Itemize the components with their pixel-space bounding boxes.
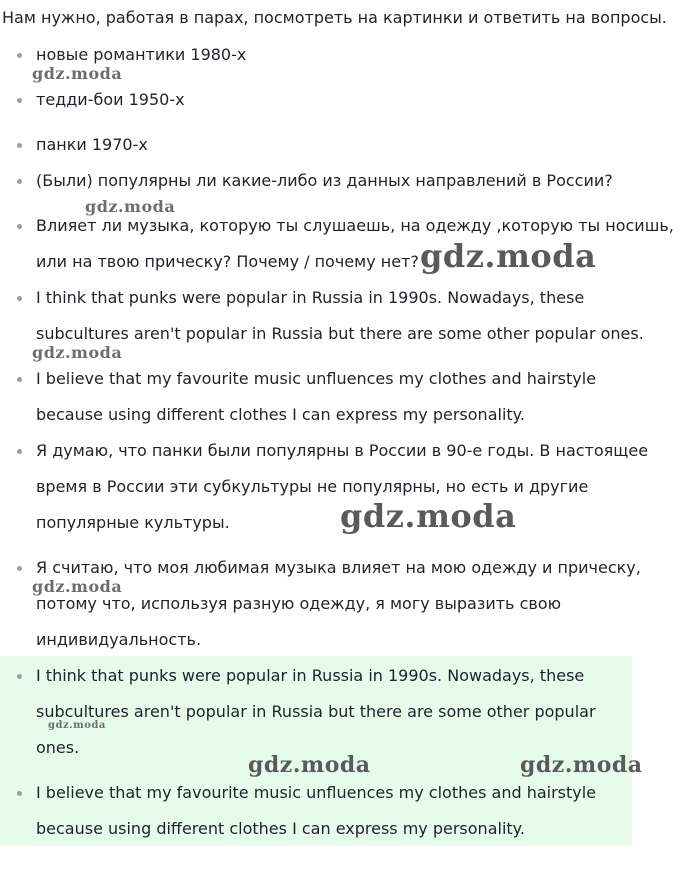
list-item-line: ones. <box>36 738 80 757</box>
list-item-line: I believe that my favourite music unfluences my clothes and hairstyle <box>36 369 597 388</box>
list-item-line: I think that punks were popular in Russia in 1990s. Nowadays, these <box>36 666 585 685</box>
watermark-logo: gdz.moda <box>32 577 123 596</box>
list-item-line: Влияет ли музыка, которую ты слушаешь, на одежду ,которую ты носишь, <box>36 216 674 235</box>
bullet <box>17 98 22 103</box>
watermark-logo: gdz.moda <box>32 343 123 362</box>
list-item-line: популярные культуры. <box>36 513 230 532</box>
list-item-line: тедди-бои 1950-х <box>36 90 185 109</box>
watermark-logo: gdz.moda <box>420 237 597 275</box>
list-item-line: Я думаю, что панки были популярны в России в 90-е годы. В настоящее <box>36 441 649 460</box>
list-item-line: или на твою прическу? Почему / почему нет? <box>36 252 419 271</box>
bullet <box>17 143 22 148</box>
list-item-line: because using different clothes I can express my personality. <box>36 819 525 838</box>
bullet <box>17 377 22 382</box>
watermark-logo: gdz.moda <box>32 64 123 83</box>
bullet <box>17 449 22 454</box>
intro-text: Нам нужно, работая в парах, посмотреть на картинки и ответить на вопросы. <box>2 8 667 27</box>
list-item-line: subcultures aren't popular in Russia but there are some other popular ones. <box>36 324 644 343</box>
bullet <box>17 296 22 301</box>
bullet <box>17 179 22 184</box>
list-item-line: (Были) популярны ли какие-либо из данных направлений в России? <box>36 171 613 190</box>
bullet <box>17 53 22 58</box>
watermark-logo: gdz.moda <box>48 720 106 731</box>
list-item-line: новые романтики 1980-х <box>36 45 247 64</box>
list-item-line: subcultures aren't popular in Russia but there are some other popular <box>36 702 596 721</box>
list-item-line: потому что, используя разную одежду, я могу выразить свою <box>36 594 562 613</box>
bullet <box>17 224 22 229</box>
list-item-line: панки 1970-х <box>36 135 148 154</box>
bullet <box>17 566 22 571</box>
list-item-line: because using different clothes I can express my personality. <box>36 405 525 424</box>
watermark-logo: gdz.moda <box>340 497 517 535</box>
list-item-line: Я считаю, что моя любимая музыка влияет на мою одежду и прическу, <box>36 558 641 577</box>
list-item-line: время в России эти субкультуры не популярны, но есть и другие <box>36 477 589 496</box>
list-item-line: I think that punks were popular in Russia in 1990s. Nowadays, these <box>36 288 585 307</box>
list-item-line: I believe that my favourite music unfluences my clothes and hairstyle <box>36 783 597 802</box>
bullet <box>17 791 22 796</box>
watermark-logo: gdz.moda <box>85 197 176 216</box>
list-item-line: индивидуальность. <box>36 630 202 649</box>
bullet <box>17 674 22 679</box>
watermark-logo: gdz.moda <box>248 752 371 778</box>
watermark-logo: gdz.moda <box>520 752 643 778</box>
